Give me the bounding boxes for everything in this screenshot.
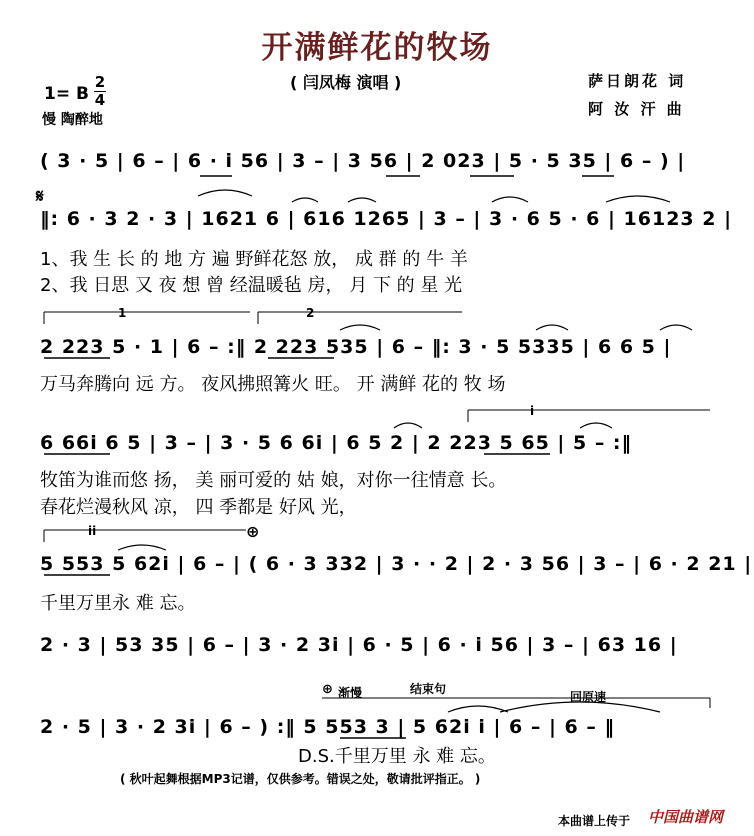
- score-row-3: 2 223 5 · 1 | 6 – :‖ 2 223 535 | 6 – ‖: 3 · 5 5335 | 6 6 5 |: [40, 336, 672, 358]
- time-sig-bottom: 4: [94, 91, 106, 109]
- second-ending-label: 2: [306, 306, 315, 320]
- transcription-note: ( 秋叶起舞根据MP3记谱，仅供参考。错误之处，敬请批评指正。 ): [120, 772, 481, 786]
- lyric-row-3: 万马奔腾向 远 方。 夜风拂照篝火 旺。 开 满鲜 花的 牧 场: [40, 374, 506, 395]
- lyricist-credit: 萨日朗花 词: [588, 72, 687, 90]
- slur: [448, 706, 508, 712]
- fourth-ending-label: ii: [88, 524, 97, 538]
- key-signature: 1= B: [44, 84, 89, 104]
- score-row-5: 5 553 5 62i | 6 – | ( 6 · 3 332 | 3 · · 2 | 2 · 3 56 | 3 – | 6 · 2 21 |: [40, 553, 753, 575]
- singer-credit: ( 闫凤梅 演唱 ): [290, 73, 402, 92]
- slur: [660, 325, 692, 330]
- slur: [394, 423, 422, 428]
- lyric-row-4-verse-2: 春花烂漫秋风 凉， 四 季都是 好风 光，: [40, 497, 357, 518]
- site-logo: 中国曲谱网: [648, 808, 724, 826]
- third-ending-label: i: [530, 404, 535, 418]
- slur: [606, 196, 670, 202]
- slur: [536, 325, 568, 330]
- a-tempo-label: 回原速: [570, 690, 607, 704]
- segno-sign: 𝄋: [36, 186, 44, 207]
- slow-down-label: 渐慢: [338, 686, 363, 700]
- lyric-row-4-verse-1: 牧笛为谁而悠 扬， 美 丽可爱的 姑 娘，对你一往情意 长。: [40, 470, 507, 491]
- lyric-row-5: 千里万里永 难 忘。: [40, 593, 196, 614]
- slur: [292, 198, 318, 202]
- slur: [118, 545, 166, 550]
- score-row-6: 2 · 3 | 53 35 | 6 – | 3 · 2 3i | 6 · 5 | 6 · i 56 | 3 – | 63 16 |: [40, 634, 678, 656]
- slur: [492, 197, 528, 202]
- score-row-2: ‖: 6 · 3 2 · 3 | 1621 6 | 616 1265 | 3 – | 3 · 6 5 · 6 | 16123 2 |: [40, 208, 733, 230]
- lyric-row-2-verse-1: 1、我 生 长 的 地 方 遍 野鲜花怒 放， 成 群 的 牛 羊: [40, 249, 468, 270]
- lyric-row-2-verse-2: 2、我 日思 又 夜 想 曾 经温暖毡 房， 月 下 的 星 光: [40, 275, 463, 296]
- tempo-marking: 慢 陶醉地: [42, 112, 103, 128]
- time-sig-top: 2: [94, 73, 106, 91]
- slur: [198, 190, 252, 196]
- score-row-1: ( 3 · 5 | 6 – | 6 · i 56 | 3 – | 3 56 | 2 023 | 5 · 5 35 | 6 – ) |: [40, 150, 686, 172]
- page-title: 开满鲜花的牧场: [261, 30, 493, 66]
- coda-sign-2: ⊕: [322, 682, 333, 697]
- lyric-row-7: D.S.千里万里 永 难 忘。: [298, 746, 496, 767]
- slur: [580, 423, 612, 428]
- coda-sign: ⊕: [246, 522, 260, 541]
- ending-phrase-label: 结束句: [410, 682, 447, 696]
- slur: [500, 702, 660, 712]
- score-row-4: 6 66i 6 5 | 3 – | 3 · 5 6 6i | 6 5 2 | 2 223 5 65 | 5 – :‖: [40, 432, 633, 454]
- slur: [340, 325, 380, 330]
- slur: [348, 198, 376, 202]
- score-row-7: 2 · 5 | 3 · 2 3i | 6 – ) :‖ 5 553 3 | 5 62i i | 6 – | 6 – ‖: [40, 716, 615, 738]
- composer-credit: 阿 汝 汗 曲: [588, 100, 685, 118]
- upload-credit: 本曲谱上传于: [558, 814, 631, 828]
- first-ending-label: 1: [118, 306, 127, 320]
